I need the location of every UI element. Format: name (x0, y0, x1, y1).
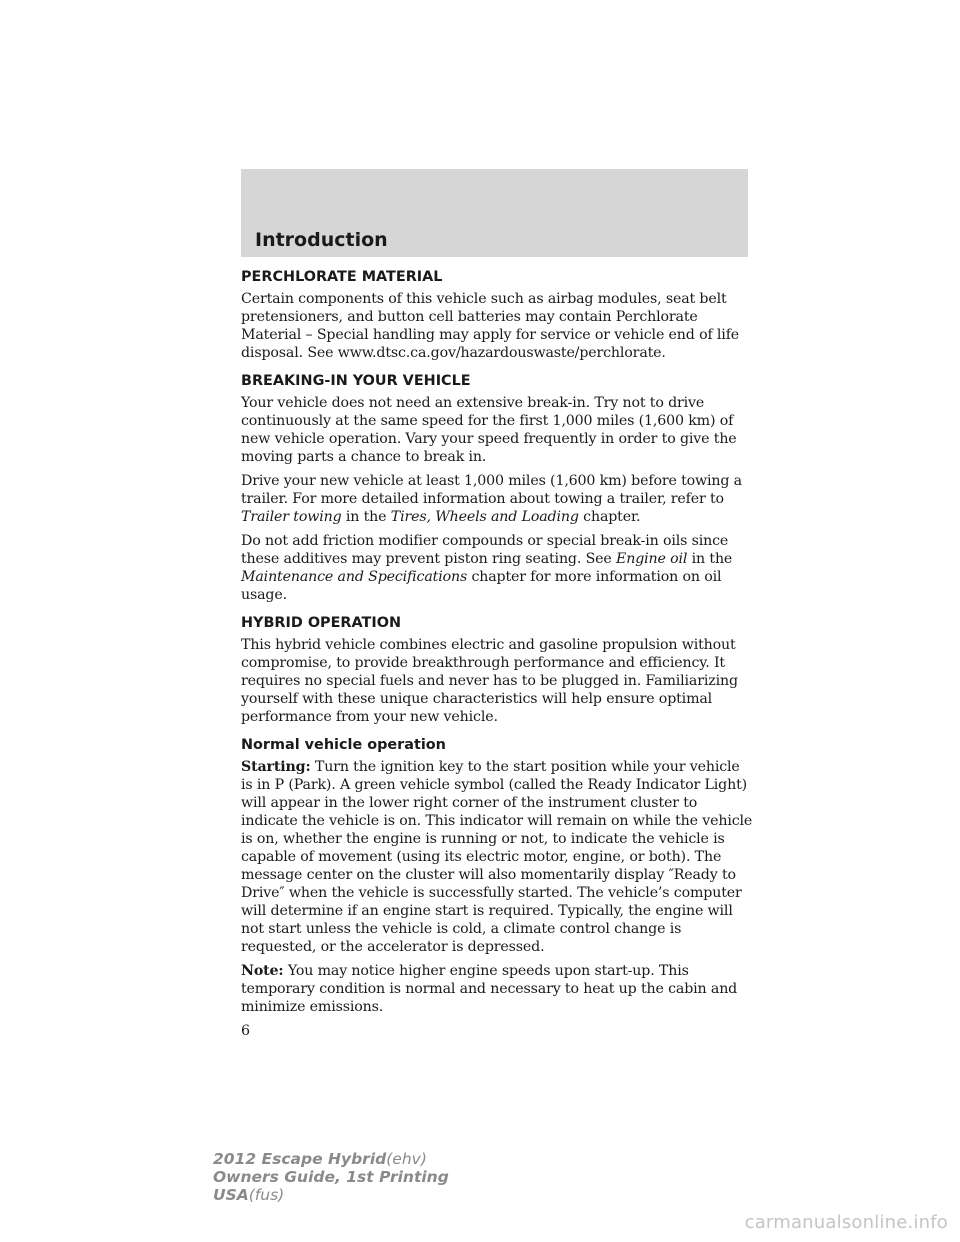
section-title: Introduction (255, 229, 388, 251)
paragraph: Your vehicle does not need an extensive break-in. Try not to drive continuously at the same speed for the first 1,000 miles (1,600 km) of new vehicle operation. Vary your speed frequently in order to give the moving parts a chance to break in. (241, 395, 737, 465)
section-heading: PERCHLORATE MATERIAL (241, 269, 443, 285)
paragraph (241, 758, 753, 956)
reference-italic: Maintenance and Specifications (241, 569, 468, 585)
page-number: 6 (241, 1023, 250, 1039)
footer-code: (fus) (248, 1186, 285, 1204)
footer-line: Owners Guide, 1st Printing (213, 1168, 449, 1186)
text: You may notice higher engine speeds upon start-up. This temporary condition is normal and necessary to heat up the cabin and minimize emissions. (241, 963, 738, 1015)
text: chapter. (578, 509, 641, 525)
watermark: carmanualsonline.info (744, 1212, 948, 1233)
text: in the (341, 509, 391, 525)
footer-code: (ehv) (386, 1150, 427, 1168)
document-footer (213, 1150, 449, 1204)
paragraph (241, 962, 753, 1016)
paragraph (241, 472, 753, 526)
text: chapter for more information on oil usage. (241, 569, 722, 603)
paragraph: This hybrid vehicle combines electric and gasoline propulsion without compromise, to provide breakthrough performance and efficiency. It requires no special fuels and never has to be plugged in. Familiarizing yourself with these unique characteristics will help ensure optimal performance from your new vehicle. (241, 637, 738, 725)
subsection-heading: Normal vehicle operation (241, 737, 446, 753)
footer-line (213, 1186, 449, 1204)
page-content (241, 268, 753, 1040)
paragraph (241, 532, 753, 604)
footer-line (213, 1150, 449, 1168)
paragraph: Certain components of this vehicle such as airbag modules, seat belt pretensioners, and button cell batteries may contain Perchlorate Material – Special handling may apply for service or vehicle end of life disposal. See www.dtsc.ca.gov/hazardouswaste/perchlorate. (241, 291, 740, 361)
section-heading: HYBRID OPERATION (241, 615, 401, 631)
reference-italic: Trailer towing (241, 509, 342, 525)
lead-label: Note: (241, 963, 284, 979)
section-hybrid-operation (241, 614, 753, 726)
section-heading: BREAKING-IN YOUR VEHICLE (241, 373, 471, 389)
section-header-band (241, 169, 748, 257)
lead-label: Starting: (241, 759, 311, 775)
text: Do not add friction modifier compounds or special break-in oils since these additives may prevent piston ring seating. See (241, 533, 729, 567)
reference-italic: Engine oil (616, 551, 688, 567)
section-breaking-in (241, 372, 753, 604)
text: Turn the ignition key to the start position while your vehicle is in P (Park). A green vehicle symbol (called the Ready Indicator Light) will appear in the lower right corner of the instrument cluster to indicate the vehicle is on. This indicator will remain on while the vehicle is on, whether the engine is running or not, to indicate the vehicle is capable of movement (using its electric motor, engine, or both). The message center on the cluster will also momentarily display ″Ready to Drive″ when the vehicle is successfully started. The vehicle’s computer will determine if an engine start is required. Typically, the engine will not start unless the vehicle is cold, a climate control change is requested, or the accelerator is depressed. (241, 759, 753, 955)
text: in the (687, 551, 733, 567)
footer-model: 2012 Escape Hybrid (213, 1150, 387, 1168)
reference-italic: Tires, Wheels and Loading (390, 509, 579, 525)
section-normal-operation (241, 736, 753, 1040)
footer-region: USA (213, 1186, 249, 1204)
text: Drive your new vehicle at least 1,000 miles (1,600 km) before towing a trailer. For more detailed information about towing a trailer, refer to (241, 473, 742, 507)
section-perchlorate (241, 268, 753, 362)
